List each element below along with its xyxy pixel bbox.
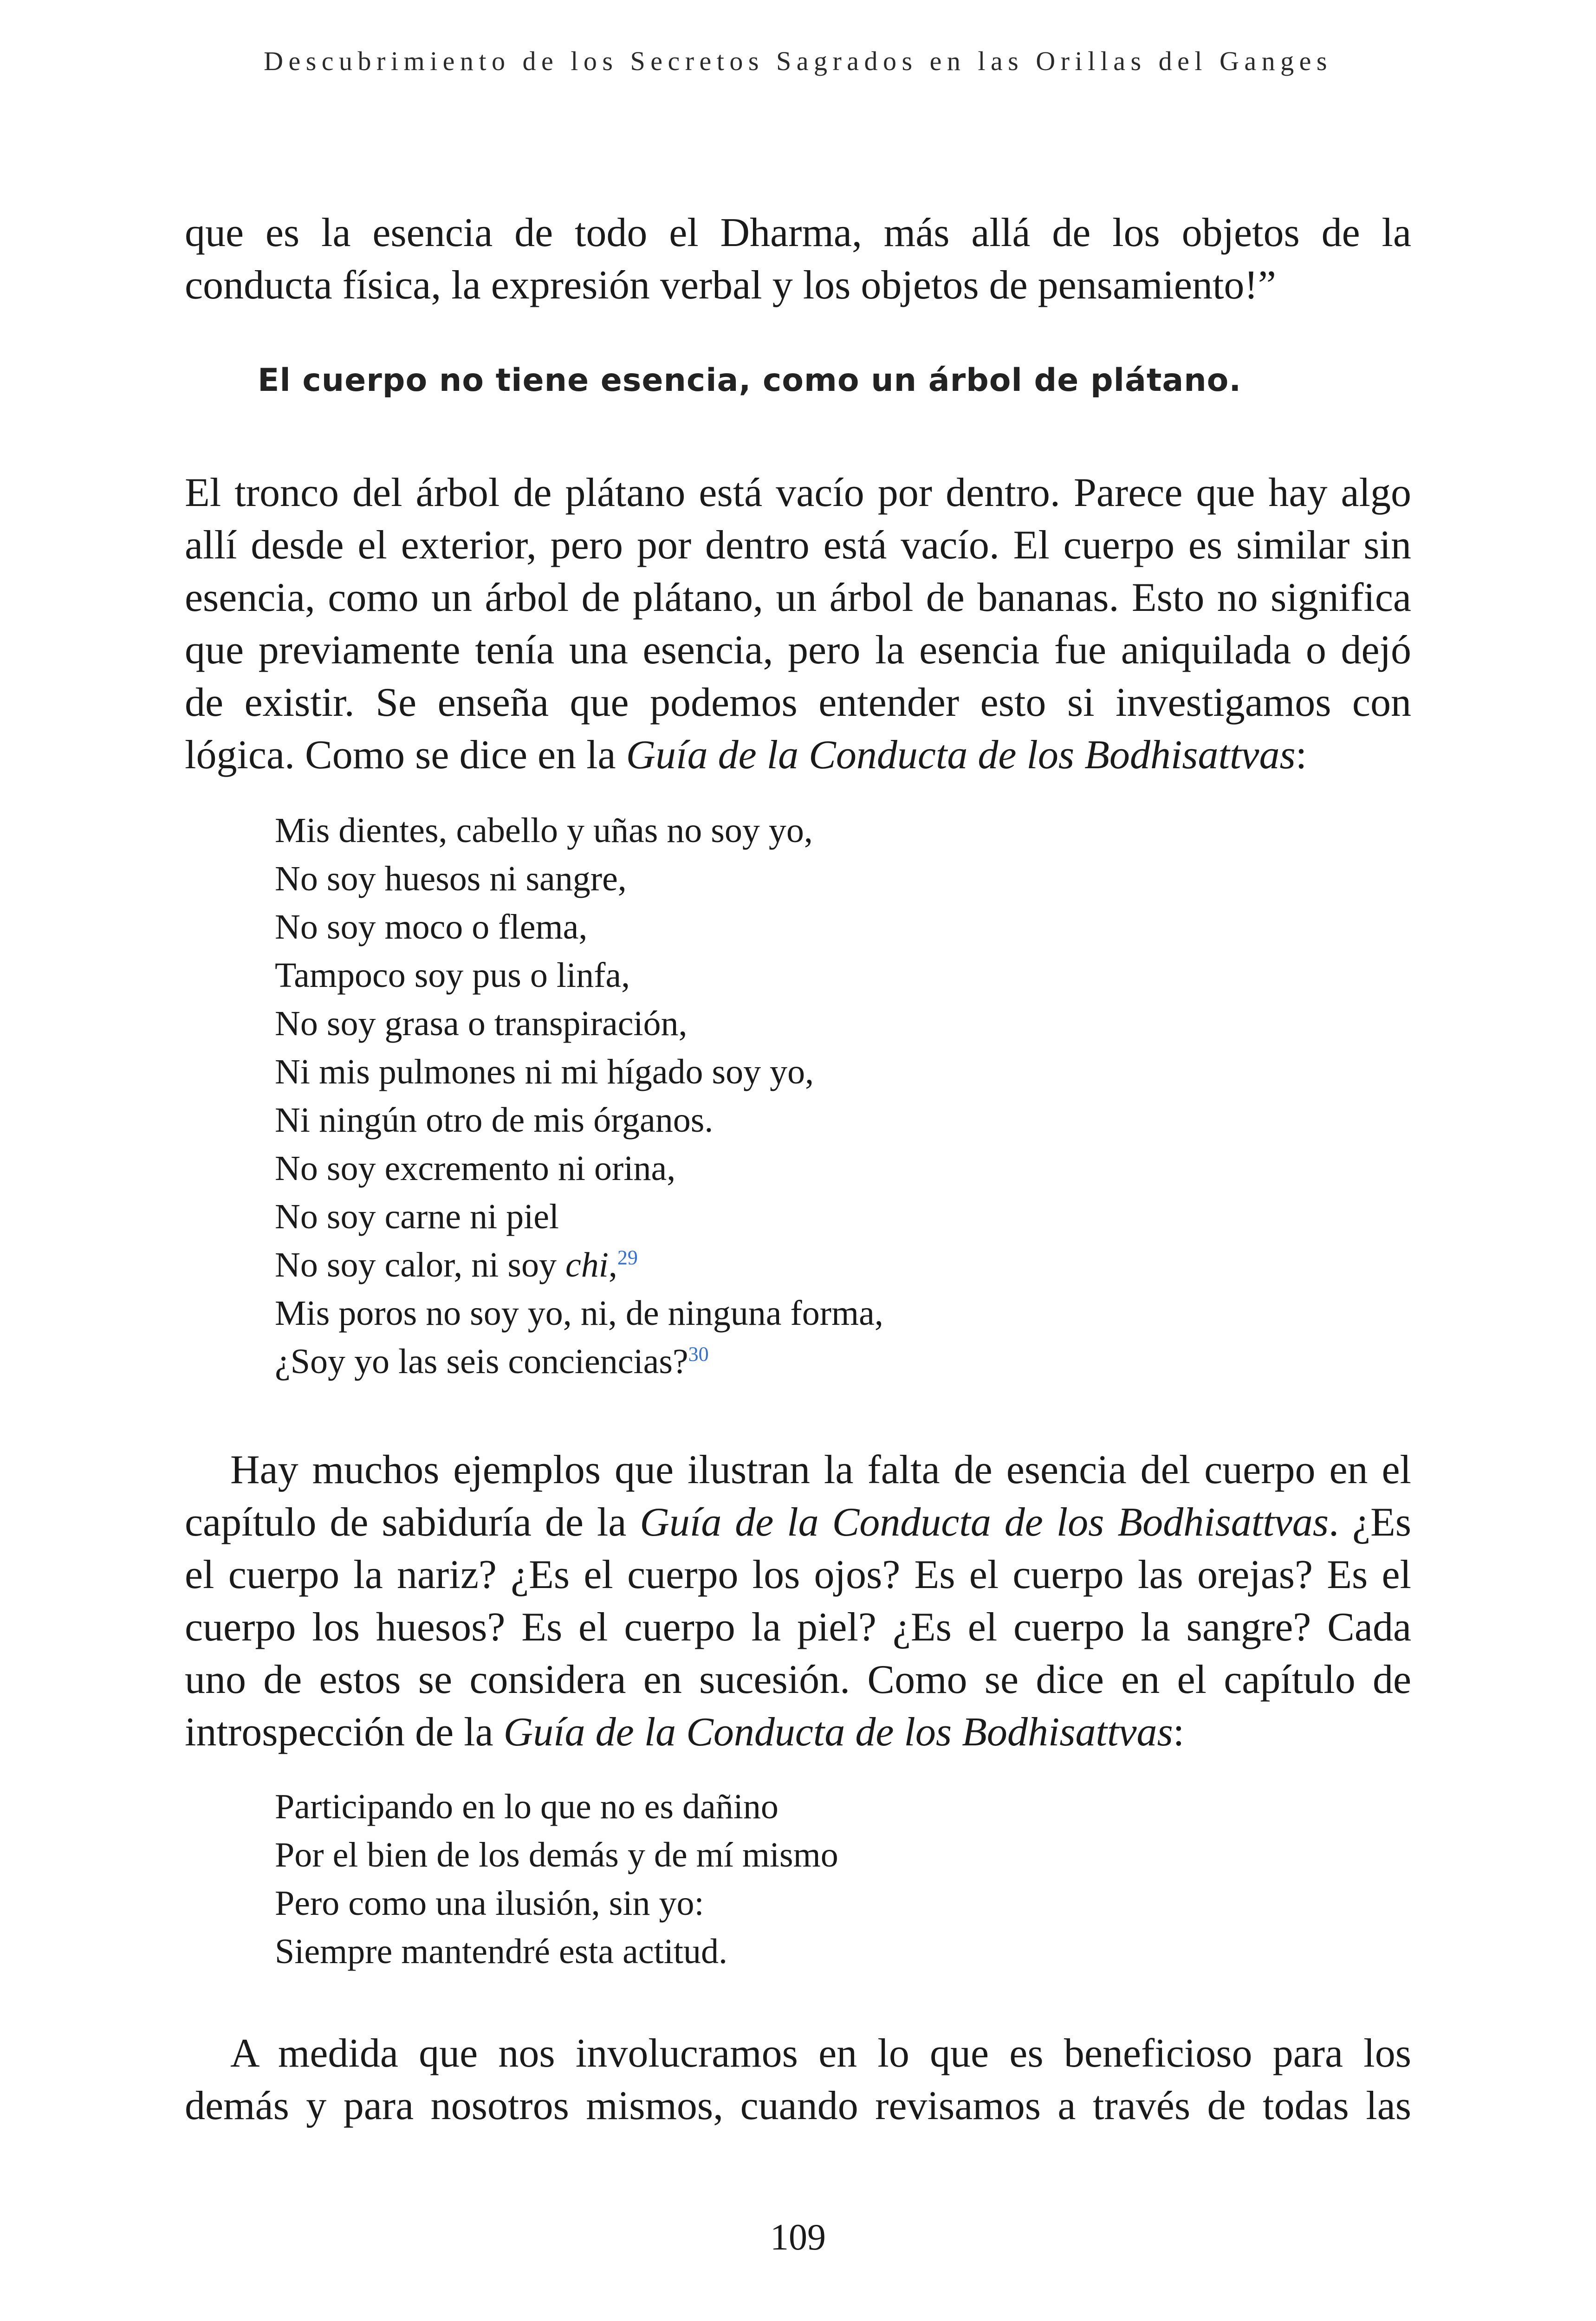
paragraph-2-line-4: que previamente tenía una esencia, pero la esencia fue aniquilada o dejó <box>185 628 1411 673</box>
text: ¿Soy yo las seis conciencias? <box>275 1342 688 1381</box>
paragraph-2-line-3: esencia, como un árbol de plátano, un árbol de bananas. Esto no significa <box>185 575 1411 620</box>
paragraph-2-line-1: El tronco del árbol de plátano está vacío por dentro. Parece que hay algo <box>185 470 1411 515</box>
paragraph-1-line-2: conducta física, la expresión verbal y los objetos de pensamiento!” <box>185 263 1276 308</box>
paragraph-3-line-1: Hay muchos ejemplos que ilustran la falta de esencia del cuerpo en el <box>230 1447 1411 1492</box>
verse-line: No soy moco o flema, <box>275 908 588 947</box>
text: lógica. Como se dice en la <box>185 733 626 778</box>
page-number: 109 <box>770 2217 826 2258</box>
text: introspección de la <box>185 1710 504 1755</box>
paragraph-3-line-4: cuerpo los huesos? Es el cuerpo la piel? ¿Es el cuerpo la sangre? Cada <box>185 1605 1411 1650</box>
paragraph-3 <box>185 1444 1411 1758</box>
paragraph-2-line-5: de existir. Se enseña que podemos entender esto si investigamos con <box>185 680 1411 725</box>
paragraph-4-line-2: demás y para nosotros mismos, cuando revisamos a través de todas las <box>185 2083 1411 2128</box>
verse-line: No soy carne ni piel <box>275 1197 559 1236</box>
paragraph-2 <box>185 467 1411 781</box>
paragraph-2-line-6 <box>185 729 1411 781</box>
verse-line: Siempre mantendré esta actitud. <box>275 1932 727 1971</box>
paragraph-1 <box>185 207 1411 311</box>
text: No soy calor, ni soy <box>275 1245 565 1284</box>
paragraph-3-line-6 <box>185 1706 1411 1758</box>
verse-line: Ni mis pulmones ni mi hígado soy yo, <box>275 1052 814 1091</box>
paragraph-3-line-2 <box>185 1496 1411 1549</box>
text: . ¿Es <box>1329 1500 1412 1545</box>
paragraph-2-line-2: allí desde el exterior, pero por dentro está vacío. El cuerpo es similar sin <box>185 523 1411 568</box>
verse-line: No soy excremento ni orina, <box>275 1149 676 1188</box>
text: , <box>608 1245 617 1284</box>
text: : <box>1295 733 1307 778</box>
footnote-ref-30[interactable]: 30 <box>688 1342 709 1366</box>
paragraph-1-line-1: que es la esencia de todo el Dharma, más allá de los objetos de la <box>185 210 1411 255</box>
book-title: Guía de la Conducta de los Bodhisattvas <box>640 1500 1329 1545</box>
verse-line: Por el bien de los demás y de mí mismo <box>275 1835 838 1874</box>
verse-quote-2 <box>275 1783 838 1976</box>
paragraph-4-line-1: A medida que nos involucramos en lo que es beneficioso para los <box>230 2031 1411 2076</box>
paragraph-3-line-3: el cuerpo la nariz? ¿Es el cuerpo los ojos? Es el cuerpo las orejas? Es el <box>185 1552 1411 1597</box>
verse-line: Mis dientes, cabello y uñas no soy yo, <box>275 811 813 850</box>
section-heading: El cuerpo no tiene esencia, como un árbol de plátano. <box>258 362 1242 399</box>
verse-quote-1 <box>275 806 883 1386</box>
text: : <box>1173 1710 1185 1755</box>
running-head: Descubrimiento de los Secretos Sagrados en las Orillas del Ganges <box>264 46 1332 76</box>
text: capítulo de sabiduría de la <box>185 1500 640 1545</box>
verse-line: Mis poros no soy yo, ni, de ninguna forma, <box>275 1294 883 1333</box>
verse-line: Tampoco soy pus o linfa, <box>275 956 630 995</box>
verse-line: Ni ningún otro de mis órganos. <box>275 1101 714 1140</box>
verse-line: No soy grasa o transpiración, <box>275 1004 688 1043</box>
term: chi <box>565 1245 609 1284</box>
book-title: Guía de la Conducta de los Bodhisattvas <box>503 1710 1173 1755</box>
paragraph-3-line-5: uno de estos se considera en sucesión. Como se dice en el capítulo de <box>185 1657 1411 1702</box>
verse-line: Pero como una ilusión, sin yo: <box>275 1884 704 1923</box>
verse-line: Participando en lo que no es dañino <box>275 1787 779 1826</box>
footnote-ref-29[interactable]: 29 <box>617 1246 638 1269</box>
verse-line <box>275 1337 883 1386</box>
paragraph-4 <box>185 2027 1411 2132</box>
verse-line <box>275 1241 883 1289</box>
verse-line: No soy huesos ni sangre, <box>275 859 627 898</box>
book-title: Guía de la Conducta de los Bodhisattvas <box>626 733 1296 778</box>
